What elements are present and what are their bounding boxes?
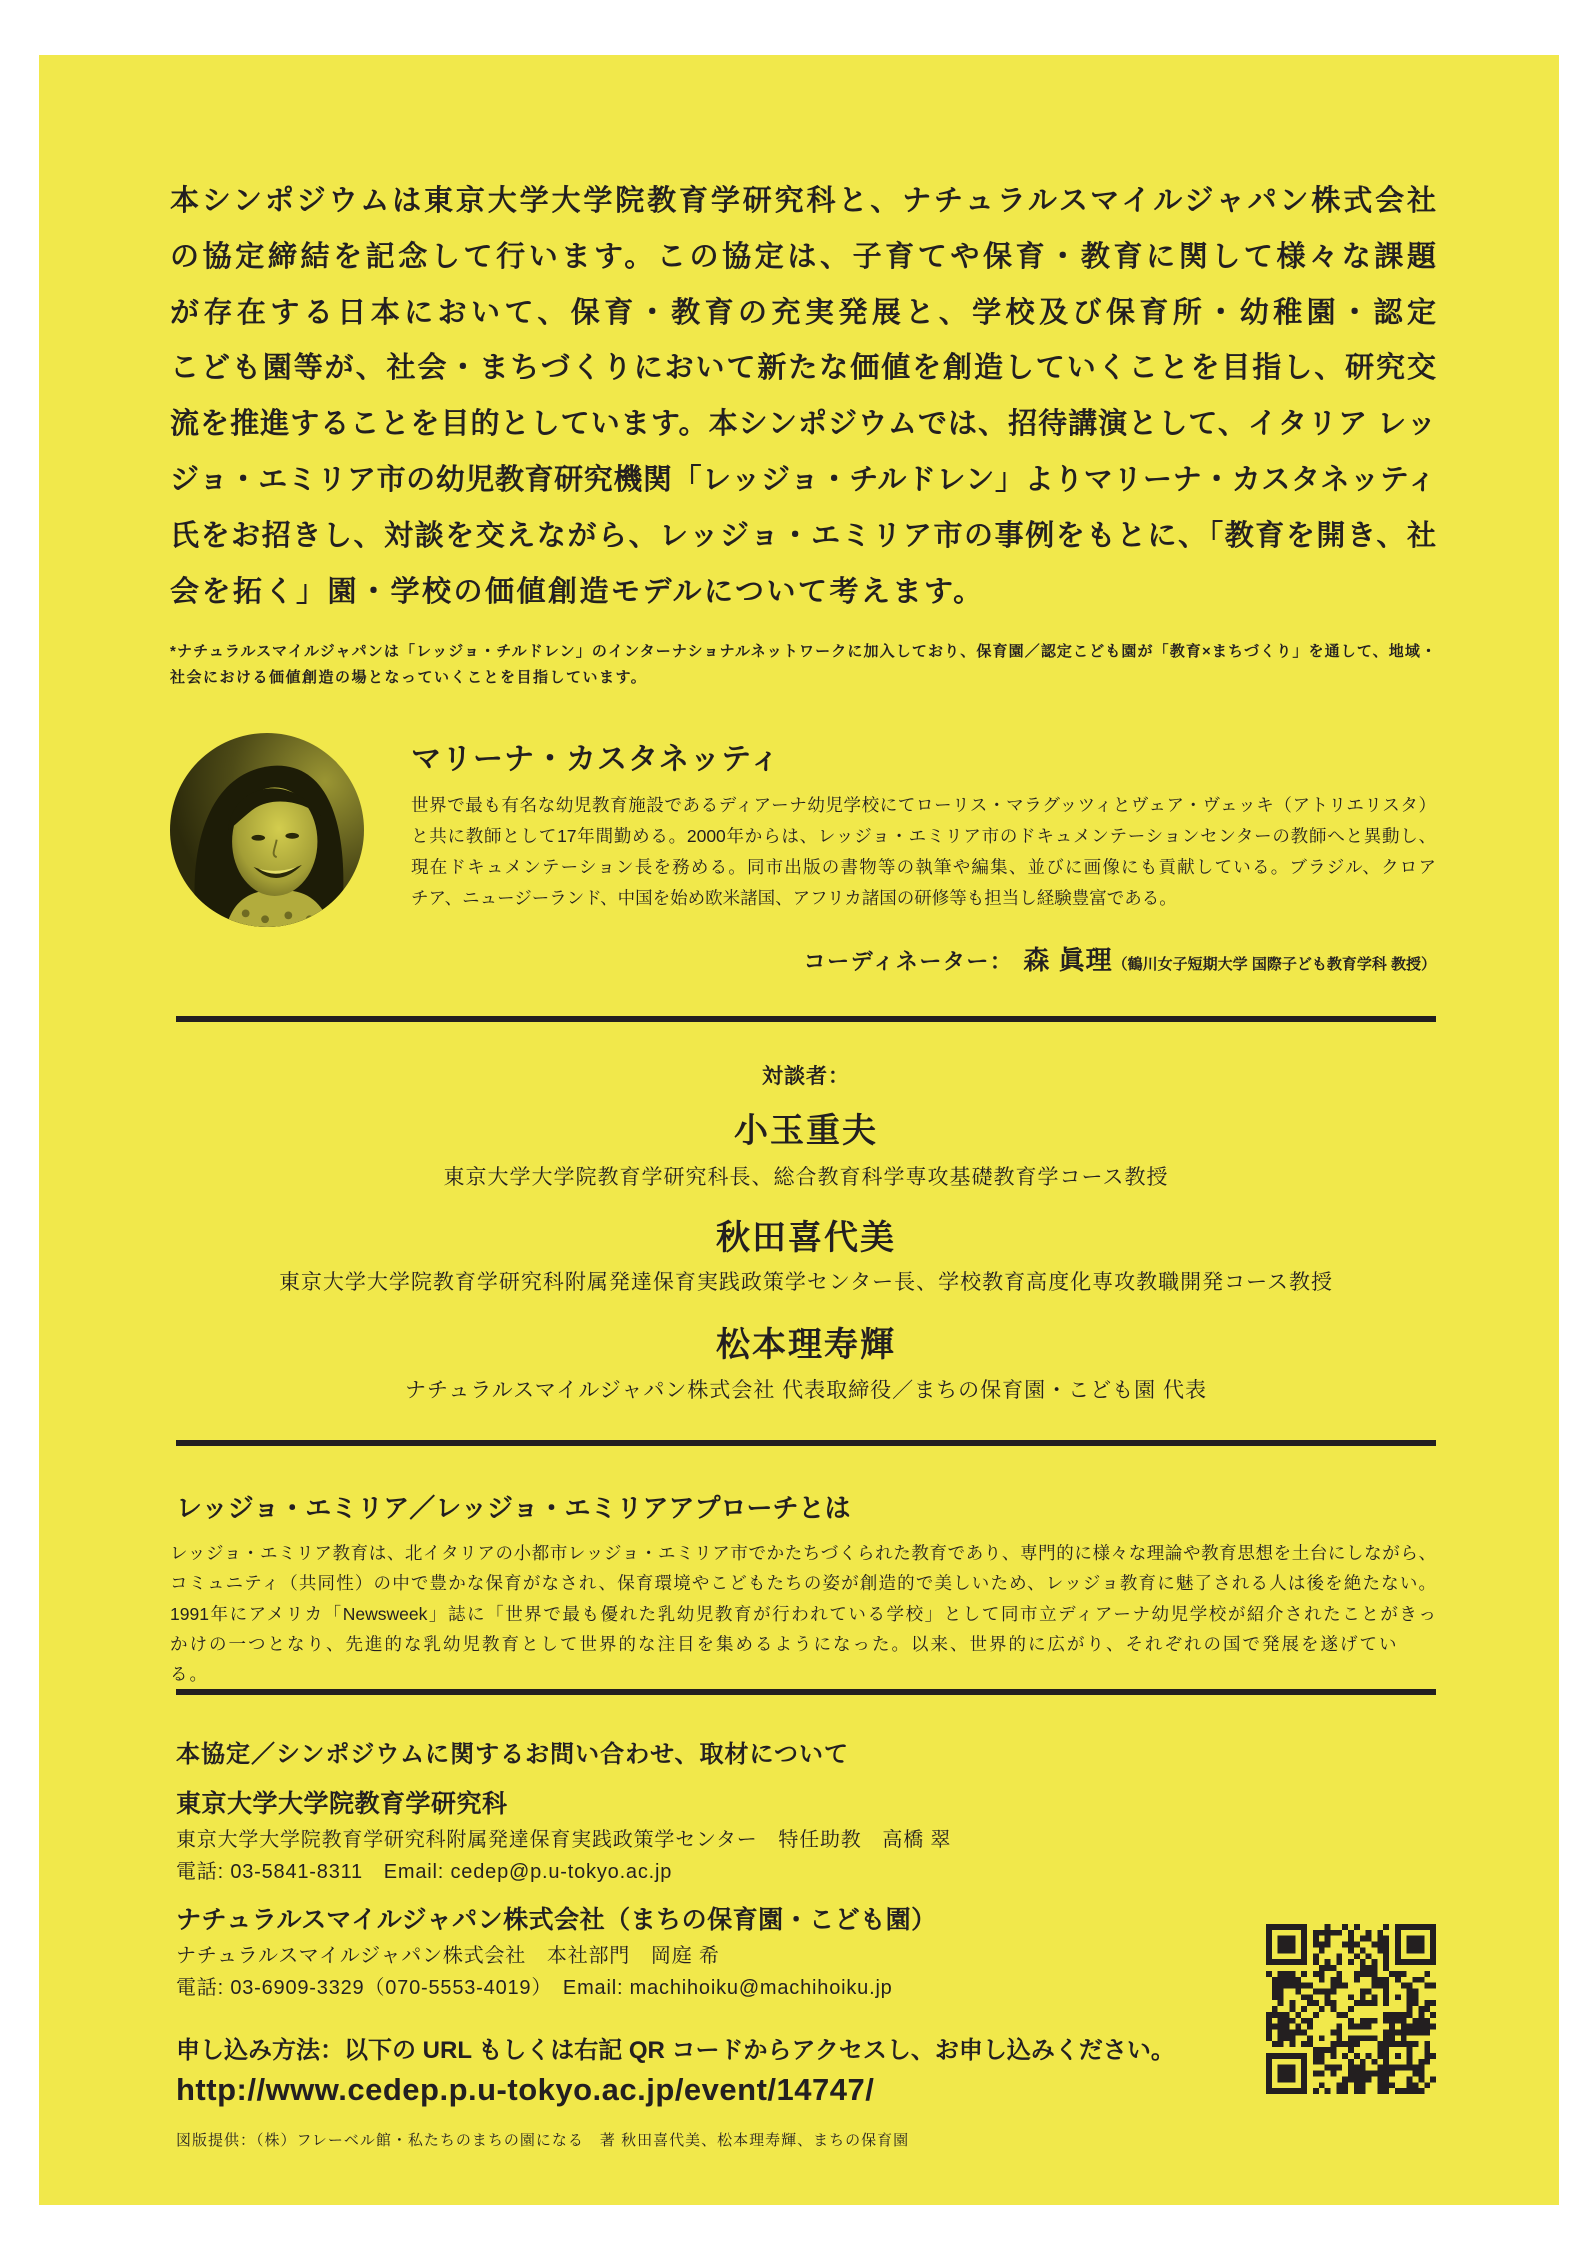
application-instructions: 申し込み方法：以下の URL もしくは右記 QR コードからアクセスし、お申し込みください。: [176, 2037, 1175, 2064]
qr-finder-top-right: [1395, 1924, 1436, 1965]
speaker-bio: [411, 790, 1436, 914]
intro-paragraph: [170, 174, 1436, 620]
footnote-line: 社会における価値創造の場となっていくことを目指しています。: [170, 669, 648, 686]
contact-heading: 本協定／シンポジウムに関するお問い合わせ、取材について: [176, 1741, 849, 1768]
footnote: [170, 639, 1436, 691]
flyer-sheet: [39, 55, 1559, 2205]
contact-org-detail: ナチュラルスマイルジャパン株式会社 本社部門 岡庭 希: [176, 1945, 720, 1967]
qr-code-icon: [1266, 1924, 1436, 2094]
reggio-line: かけの一つとなり、先進的な乳幼児教育として世界的な注目を集めるようになった。以来、世界的に広がり、それぞれの国で発展を遂げている。: [170, 1633, 1399, 1685]
qr-finder-bottom-left: [1266, 2053, 1307, 2094]
bio-line: 世界で最も有名な幼児教育施設であるディアーナ幼児学校にてローリス・マラグッツィとヴェア・ヴェッキ（アトリエリスタ）: [411, 795, 1436, 815]
divider-rule: [176, 1440, 1436, 1446]
discussant-title: 東京大学大学院教育学研究科長、総合教育科学専攻基礎教育学コース教授: [443, 1166, 1169, 1189]
intro-line: 氏をお招きし、対談を交えながら、レッジョ・エミリア市の事例をもとに、「教育を開き、社: [170, 519, 1436, 552]
contact-org-name: ナチュラルスマイルジャパン株式会社（まちの保育園・こども園）: [176, 1906, 937, 1934]
intro-line: の協定締結を記念して行います。この協定は、子育てや保育・教育に関して様々な課題: [170, 240, 1436, 273]
coordinator-name: 森 眞理: [1023, 945, 1113, 975]
divider-rule: [176, 1689, 1436, 1695]
coordinator-line: [170, 942, 1436, 983]
contact-org-phone: 電話: 03-5841-8311 Email: cedep@p.u-tokyo.ac.jp: [176, 1861, 673, 1883]
discussant-title: 東京大学大学院教育学研究科附属発達保育実践政策学センター長、学校教育高度化専攻教職開発コース教授: [278, 1271, 1334, 1294]
discussant-title: ナチュラルスマイルジャパン株式会社 代表取締役／まちの保育園・こども園 代表: [405, 1379, 1207, 1402]
discussants-label: 対談者：: [762, 1065, 850, 1088]
reggio-heading: レッジョ・エミリア／レッジョ・エミリアアプローチとは: [176, 1493, 851, 1523]
event-url: http://www.cedep.p.u-tokyo.ac.jp/event/14747/: [176, 2072, 875, 2107]
coordinator-label: コーディネーター：: [803, 949, 1014, 974]
bio-line: チア、ニュージーランド、中国を始め欧米諸国、アフリカ諸国の研修等も担当し経験豊富である。: [411, 888, 1177, 908]
divider-rule: [176, 1016, 1436, 1022]
contact-org-name: 東京大学大学院教育学研究科: [176, 1790, 508, 1818]
bio-line: と共に教師として17年間勤める。2000年からは、レッジョ・エミリア市のドキュメンテーションセンターの教師へと異動し、: [411, 826, 1436, 846]
reggio-paragraph: [170, 1538, 1436, 1689]
reggio-line: レッジョ・エミリア教育は、北イタリアの小都市レッジョ・エミリア市でかたちづくられた教育であり、専門的に様々な理論や教育思想を土台にしながら、: [170, 1543, 1436, 1563]
qr-finder-top-left: [1266, 1924, 1307, 1965]
portrait-photo: [170, 733, 364, 927]
qr-alignment-pattern: [1383, 2041, 1412, 2070]
intro-line: 本シンポジウムは東京大学大学院教育学研究科と、ナチュラルスマイルジャパン株式会社: [170, 185, 1436, 217]
intro-line: ジョ・エミリア市の幼児教育研究機関「レッジョ・チルドレン」よりマリーナ・カスタネッティ: [170, 463, 1436, 496]
discussant-name: 秋田喜代美: [716, 1219, 896, 1257]
speaker-name: マリーナ・カスタネッティ: [411, 743, 781, 776]
intro-line: 会を拓く」園・学校の価値創造モデルについて考えます。: [170, 575, 985, 608]
intro-line: 流を推進することを目的としています。本シンポジウムでは、招待講演として、イタリア レッ: [170, 408, 1436, 441]
discussant-name: 小玉重夫: [734, 1112, 878, 1150]
discussant-name: 松本理寿輝: [716, 1326, 896, 1364]
reggio-line: 1991年にアメリカ「Newsweek」誌に「世界で最も優れた乳幼児教育が行われている学校」として同市立ディアーナ幼児学校が紹介されたことがきっ: [170, 1603, 1436, 1624]
intro-line: こども園等が、社会・まちづくりにおいて新たな価値を創造していくことを目指し、研究交: [170, 352, 1436, 385]
footnote-line: *ナチュラルスマイルジャパンは「レッジョ・チルドレン」のインターナショナルネットワークに加入しており、保育園／認定こども園が「教育×まちづくり」を通して、地域・: [170, 643, 1436, 660]
reggio-line: コミュニティ（共同性）の中で豊かな保育がなされ、保育環境やこどもたちの姿が創造的で美しいため、レッジョ教育に魅了される人は後を絶たない。: [170, 1573, 1436, 1594]
image-credit: 図版提供：（株）フレーベル館・私たちのまちの園になる 著 秋田喜代美、松本理寿輝、まちの保育園: [176, 2132, 910, 2149]
contact-org-phone: 電話: 03-6909-3329（070-5553-4019） Email: machihoiku@machihoiku.jp: [176, 1977, 893, 1999]
bio-line: 現在ドキュメンテーション長を務める。同市出版の書物等の執筆や編集、並びに画像にも貢献している。ブラジル、クロア: [411, 857, 1436, 877]
coordinator-affiliation: （鶴川女子短期大学 国際子ども教育学科 教授）: [1112, 956, 1436, 973]
contact-org-detail: 東京大学大学院教育学研究科附属発達保育実践政策学センター 特任助教 高橋 翠: [176, 1829, 952, 1851]
intro-line: が存在する日本において、保育・教育の充実発展と、学校及び保育所・幼稚園・認定: [170, 296, 1436, 329]
